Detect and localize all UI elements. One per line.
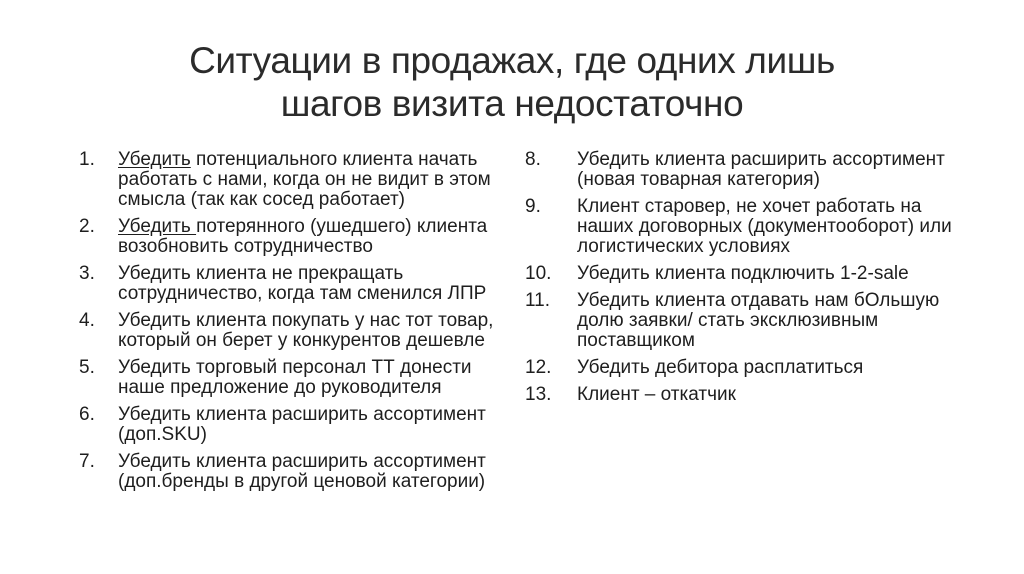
list-item [79,358,503,398]
list-item [79,150,503,210]
item-rest-text: потенциального клиента начать работать с нами, когда он не видит в этом смысла (так как сосед работает) [118,149,491,210]
item-underlined-text: Убедить [118,149,191,170]
list-item [525,264,967,284]
item-number: 8. [525,149,541,170]
item-number: 4. [79,310,95,331]
item-rest-text: Убедить клиента покупать у нас тот товар, который он берет у конкурентов дешевле [118,310,494,351]
item-text [118,452,503,492]
item-text [118,358,503,398]
list-item [79,217,503,257]
list-item [79,405,503,445]
item-text [577,385,967,405]
list-item [525,197,967,257]
item-text [118,150,503,210]
item-number: 10. [525,263,552,284]
item-rest-text: Клиент – откатчик [577,384,736,405]
list-item [79,264,503,304]
item-text [577,264,967,284]
item-text [577,358,967,378]
list-column-2 [525,150,967,499]
item-text [577,150,967,190]
item-text [577,197,967,257]
slide-title-line-2: шагов визита недостаточно [280,83,744,124]
item-rest-text: потерянного (ушедшего) клиента возобновить сотрудничество [118,216,488,257]
list-item [525,291,967,351]
item-rest-text: Убедить клиента не прекращать сотрудничество, когда там сменился ЛПР [118,263,487,304]
list-item [525,358,967,378]
slide-title-line-1: Ситуации в продажах, где одних лишь [189,40,835,81]
item-number: 7. [79,451,95,472]
list-item [79,311,503,351]
item-text [577,291,967,351]
item-number: 3. [79,263,95,284]
item-rest-text: Убедить клиента отдавать нам бОльшую долю заявки/ стать эксклюзивным поставщиком [577,290,940,351]
item-number: 9. [525,196,541,217]
item-rest-text: Убедить дебитора расплатиться [577,357,864,378]
list-item [525,150,967,190]
item-text [118,264,503,304]
item-rest-text: Убедить клиента расширить ассортимент (новая товарная категория) [577,149,945,190]
item-text [118,217,503,257]
numbered-list [0,150,1024,499]
list-column-1 [79,150,503,499]
item-number: 2. [79,216,95,237]
item-rest-text: Клиент старовер, не хочет работать на наших договорных (документооборот) или логистических условиях [577,196,952,257]
item-number: 12. [525,357,552,378]
slide-title [0,0,1024,125]
list-item [79,452,503,492]
item-rest-text: Убедить торговый персонал ТТ донести наше предложение до руководителя [118,357,472,398]
item-number: 13. [525,384,552,405]
item-number: 6. [79,404,95,425]
item-number: 5. [79,357,95,378]
list-item [525,385,967,405]
item-rest-text: Убедить клиента расширить ассортимент (доп.SKU) [118,404,486,445]
item-underlined-text: Убедить [118,216,197,237]
item-rest-text: Убедить клиента подключить 1-2-sale [577,263,909,284]
item-number: 11. [525,290,551,311]
item-text [118,405,503,445]
item-rest-text: Убедить клиента расширить ассортимент (доп.бренды в другой ценовой категории) [118,451,486,492]
item-text [118,311,503,351]
item-number: 1. [79,149,95,170]
